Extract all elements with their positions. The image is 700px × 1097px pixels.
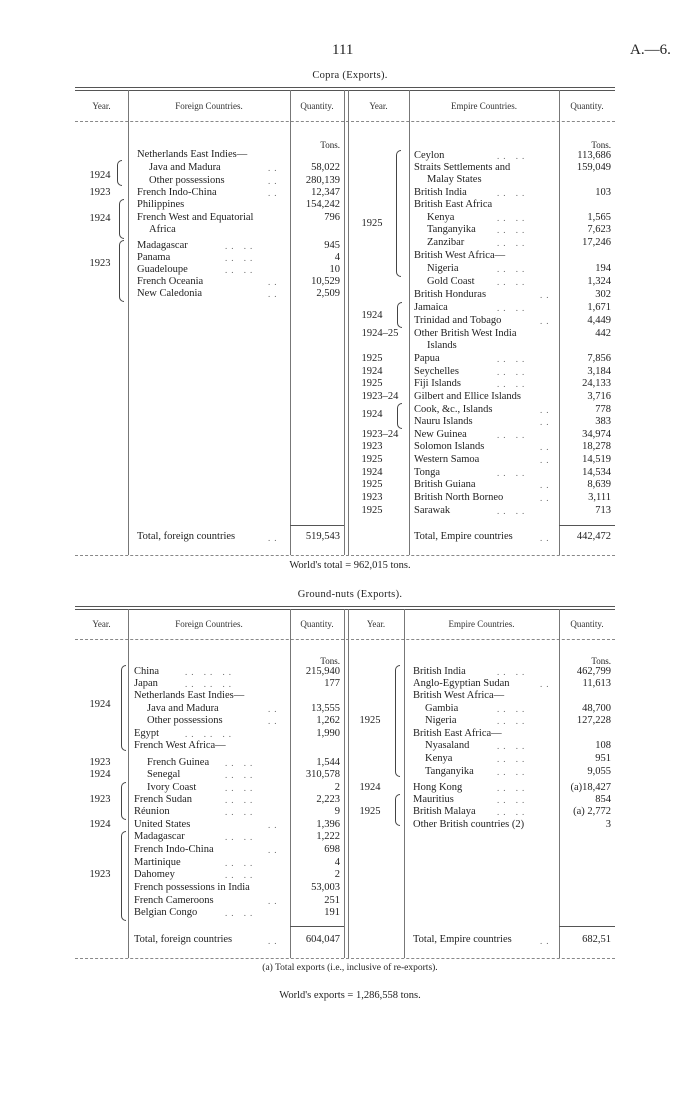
copra-foreign-qty: 796 — [324, 212, 340, 223]
copra-empire-row: Tonga — [414, 467, 441, 478]
copra-empire-row: Tanganyika — [427, 224, 476, 235]
groundnuts-foreign-row: Senegal — [147, 769, 181, 780]
copra-foreign-row: Africa — [149, 224, 176, 235]
groundnuts-foreign-row: Réunion — [134, 806, 170, 817]
groundnuts-empire-year: 1925 — [359, 806, 381, 817]
groundnuts-foreign-row: Netherlands East Indies— — [134, 690, 245, 701]
copra-col-quantity: Quantity. — [300, 101, 334, 111]
copra-empire-year: 1924 — [361, 467, 383, 478]
copra-empire-qty: 34,974 — [582, 429, 611, 440]
copra-empire-row: Fiji Islands — [414, 378, 461, 389]
copra-empire-qty: 7,856 — [587, 353, 611, 364]
copra-foreign-year: 1923 — [89, 187, 111, 198]
groundnuts-col-quantity-empire: Quantity. — [570, 619, 604, 629]
copra-empire-qty: 1,671 — [587, 302, 611, 313]
copra-col-year-empire: Year. — [369, 101, 388, 111]
copra-empire-row: Solomon Islands — [414, 441, 485, 452]
copra-empire-row: Trinidad and Tobago — [414, 315, 502, 326]
groundnuts-foreign-qty: 2 — [334, 782, 340, 793]
groundnuts-foreign-year: 1924 — [89, 699, 111, 710]
groundnuts-col-empire: Empire Countries. — [448, 619, 515, 629]
copra-empire-row: Cook, &c., Islands — [414, 404, 493, 415]
groundnuts-empire-qty: 951 — [595, 753, 611, 764]
groundnuts-empire-row: Anglo-Egyptian Sudan — [413, 678, 510, 689]
groundnuts-empire-row: Nigeria — [425, 715, 457, 726]
groundnuts-foreign-qty: 310,578 — [305, 769, 340, 780]
copra-foreign-qty: 10 — [329, 264, 340, 275]
copra-col-foreign: Foreign Countries. — [175, 101, 243, 111]
copra-empire-year: 1923 — [361, 441, 383, 452]
copra-empire-year: 1923–24 — [361, 391, 399, 402]
copra-empire-year: 1923–24 — [361, 429, 399, 440]
groundnuts-empire-row: British West Africa— — [413, 690, 505, 701]
groundnuts-foreign-year: 1924 — [89, 819, 111, 830]
groundnuts-empire-row: British India — [413, 666, 466, 677]
copra-empire-row: British Guiana — [414, 479, 476, 490]
copra-empire-year: 1925 — [361, 218, 383, 229]
groundnuts-unit-left: Tons. — [320, 656, 340, 666]
groundnuts-foreign-qty: 13,555 — [311, 703, 340, 714]
copra-empire-row: Other British West India — [414, 328, 517, 339]
groundnuts-total-foreign: 604,047 — [305, 934, 340, 945]
copra-empire-qty: 194 — [595, 263, 611, 274]
groundnuts-empire-qty: 127,228 — [576, 715, 611, 726]
copra-total-foreign-label: Total, foreign countries — [137, 531, 236, 542]
copra-foreign-year: 1923 — [89, 258, 111, 269]
copra-empire-row: Gold Coast — [427, 276, 475, 287]
copra-empire-qty: 24,133 — [582, 378, 611, 389]
copra-unit-right: Tons. — [591, 140, 611, 150]
groundnuts-empire-row: Mauritius — [413, 794, 454, 805]
groundnuts-empire-row: British Malaya — [413, 806, 476, 817]
groundnuts-foreign-qty: 698 — [324, 844, 340, 855]
groundnuts-empire-qty: 108 — [595, 740, 611, 751]
copra-empire-year: 1925 — [361, 378, 383, 389]
page-number: 111 — [332, 42, 354, 58]
copra-empire-qty: 17,246 — [582, 237, 611, 248]
copra-empire-row: Papua — [414, 353, 440, 364]
copra-foreign-qty: 4 — [334, 252, 340, 263]
copra-empire-year: 1924 — [361, 310, 383, 321]
copra-total-empire-label: Total, Empire countries — [414, 531, 513, 542]
groundnuts-foreign-row: French Guinea — [147, 757, 210, 768]
groundnuts-foreign-qty: 251 — [324, 895, 340, 906]
groundnuts-world-total: World's exports = 1,286,558 tons. — [279, 990, 421, 1001]
copra-empire-qty: 302 — [595, 289, 611, 300]
groundnuts-empire-row: Tanganyika — [425, 766, 474, 777]
groundnuts-foreign-row: Madagascar — [134, 831, 185, 842]
copra-empire-year: 1924 — [361, 366, 383, 377]
copra-empire-qty: 1,324 — [587, 276, 611, 287]
copra-world-total: World's total = 962,015 tons. — [289, 560, 411, 571]
groundnuts-title: Ground-nuts (Exports). — [297, 589, 403, 600]
copra-col-empire: Empire Countries. — [451, 101, 517, 111]
groundnuts-empire-qty: 11,613 — [582, 678, 611, 689]
groundnuts-foreign-qty: 191 — [324, 907, 340, 918]
copra-col-quantity-empire: Quantity. — [570, 101, 604, 111]
groundnuts-empire-qty: 48,700 — [582, 703, 611, 714]
groundnuts-foreign-qty: 9 — [334, 806, 340, 817]
copra-foreign-year: 1924 — [89, 170, 111, 181]
copra-foreign-qty: 58,022 — [311, 162, 340, 173]
copra-empire-qty: 103 — [595, 187, 611, 198]
groundnuts-empire-qty: 462,799 — [576, 666, 611, 677]
groundnuts-total-empire: 682,51 — [582, 934, 611, 945]
copra-foreign-row: Panama — [137, 252, 171, 263]
copra-empire-qty: 3,184 — [587, 366, 611, 377]
groundnuts-foreign-row: Martinique — [134, 857, 181, 868]
copra-foreign-qty: 154,242 — [305, 199, 340, 210]
copra-empire-row: Islands — [427, 340, 457, 351]
copra-foreign-row: Guadeloupe — [137, 264, 188, 275]
copra-empire-year: 1925 — [361, 505, 383, 516]
copra-foreign-row: French West and Equatorial — [137, 212, 254, 223]
groundnuts-foreign-row: French Cameroons — [134, 895, 214, 906]
groundnuts-foreign-qty: 2 — [334, 869, 340, 880]
groundnuts-foreign-row: Belgian Congo — [134, 907, 198, 918]
copra-empire-row: Western Samoa — [414, 454, 480, 465]
groundnuts-foreign-row: China — [134, 666, 160, 677]
copra-empire-qty: 778 — [595, 404, 611, 415]
copra-empire-year: 1924–25 — [361, 328, 399, 339]
copra-total-foreign: 519,543 — [305, 531, 340, 542]
copra-empire-year: 1925 — [361, 479, 383, 490]
copra-foreign-row: Other possessions — [149, 175, 225, 186]
copra-empire-row: British India — [414, 187, 467, 198]
groundnuts-empire-row: Hong Kong — [413, 782, 463, 793]
groundnuts-foreign-row: Ivory Coast — [147, 782, 197, 793]
copra-empire-qty: 3,716 — [587, 391, 611, 402]
copra-empire-qty: 159,049 — [576, 162, 611, 173]
groundnuts-foreign-qty: 1,990 — [316, 728, 340, 739]
groundnuts-foreign-row: French Indo-China — [134, 844, 214, 855]
groundnuts-foreign-row: Other possessions — [147, 715, 223, 726]
copra-foreign-row: Netherlands East Indies— — [137, 149, 248, 160]
copra-empire-row: Kenya — [427, 212, 455, 223]
copra-empire-row: British West Africa— — [414, 250, 506, 261]
groundnuts-col-foreign: Foreign Countries. — [175, 619, 243, 629]
copra-empire-qty: 14,534 — [582, 467, 611, 478]
copra-foreign-row: French Indo-China — [137, 187, 217, 198]
copra-empire-row: Straits Settlements and — [414, 162, 511, 173]
copra-total-empire: 442,472 — [576, 531, 611, 542]
copra-title: Copra (Exports). — [312, 70, 388, 81]
copra-empire-row: New Guinea — [414, 429, 467, 440]
groundnuts-empire-qty: 9,055 — [587, 766, 611, 777]
copra-empire-row: Nauru Islands — [414, 416, 473, 427]
groundnuts-foreign-year: 1924 — [89, 769, 111, 780]
groundnuts-foreign-row: Java and Madura — [147, 703, 219, 714]
groundnuts-foreign-qty: 1,396 — [316, 819, 340, 830]
groundnuts-empire-row: British East Africa— — [413, 728, 502, 739]
copra-empire-qty: 7,623 — [587, 224, 611, 235]
copra-foreign-year: 1924 — [89, 213, 111, 224]
copra-empire-year: 1923 — [361, 492, 383, 503]
groundnuts-empire-qty: 854 — [595, 794, 611, 805]
copra-empire-qty: 383 — [595, 416, 611, 427]
groundnuts-foreign-qty: 1,262 — [316, 715, 340, 726]
groundnuts-foreign-row: French Sudan — [134, 794, 193, 805]
copra-empire-row: Sarawak — [414, 505, 451, 516]
copra-empire-qty: 713 — [595, 505, 611, 516]
copra-unit-left: Tons. — [320, 140, 340, 150]
groundnuts-empire-row: Nyasaland — [425, 740, 470, 751]
groundnuts-empire-row: Kenya — [425, 753, 453, 764]
groundnuts-total-empire-label: Total, Empire countries — [413, 934, 512, 945]
groundnuts-foreign-qty: 177 — [324, 678, 340, 689]
copra-empire-qty: 8,639 — [587, 479, 611, 490]
groundnuts-unit-right: Tons. — [591, 656, 611, 666]
groundnuts-empire-qty: (a) 2,772 — [573, 806, 611, 817]
groundnuts-foreign-qty: 1,544 — [316, 757, 340, 768]
copra-empire-qty: 1,565 — [587, 212, 611, 223]
groundnuts-empire-year: 1924 — [359, 782, 381, 793]
groundnuts-foreign-row: United States — [134, 819, 191, 830]
groundnuts-empire-row: Other British countries (2) — [413, 819, 525, 830]
groundnuts-foreign-row: Egypt — [134, 728, 160, 739]
groundnuts-empire-qty: 3 — [605, 819, 611, 830]
copra-foreign-row: French Oceania — [137, 276, 204, 287]
copra-empire-row: Ceylon — [414, 150, 445, 161]
groundnuts-empire-year: 1925 — [359, 715, 381, 726]
copra-empire-row: Zanzibar — [427, 237, 465, 248]
copra-empire-qty: 3,111 — [588, 492, 611, 503]
copra-empire-qty: 113,686 — [577, 150, 611, 161]
copra-empire-row: Malay States — [427, 174, 482, 185]
copra-empire-year: 1925 — [361, 454, 383, 465]
groundnuts-foreign-row: French possessions in India — [134, 882, 250, 893]
copra-empire-row: Jamaica — [414, 302, 448, 313]
copra-foreign-row: Philippines — [137, 199, 185, 210]
groundnuts-col-year-empire: Year. — [366, 619, 386, 629]
copra-foreign-row: Madagascar — [137, 240, 188, 251]
page-reference: A.—6. — [630, 42, 671, 58]
copra-foreign-qty: 280,139 — [305, 175, 340, 186]
copra-foreign-qty: 945 — [324, 240, 340, 251]
groundnuts-total-foreign-label: Total, foreign countries — [134, 934, 233, 945]
groundnuts-footnote: (a) Total exports (i.e., inclusive of re-exports). — [262, 963, 438, 973]
groundnuts-foreign-qty: 2,223 — [316, 794, 340, 805]
groundnuts-foreign-row: Dahomey — [134, 869, 175, 880]
groundnuts-foreign-year: 1923 — [89, 869, 111, 880]
copra-empire-qty: 442 — [595, 328, 611, 339]
copra-empire-qty: 4,449 — [587, 315, 611, 326]
groundnuts-col-year: Year. — [92, 619, 111, 629]
copra-foreign-qty: 10,529 — [311, 276, 340, 287]
groundnuts-foreign-qty: 53,003 — [311, 882, 340, 893]
copra-empire-row: British Honduras — [414, 289, 487, 300]
copra-empire-row: British North Borneo — [414, 492, 504, 503]
copra-empire-qty: 18,278 — [582, 441, 611, 452]
groundnuts-foreign-year: 1923 — [89, 757, 111, 768]
copra-col-year: Year. — [92, 101, 111, 111]
copra-empire-year: 1924 — [361, 409, 383, 420]
copra-empire-row: Nigeria — [427, 263, 459, 274]
groundnuts-foreign-qty: 1,222 — [316, 831, 340, 842]
copra-empire-row: Gilbert and Ellice Islands — [414, 391, 522, 402]
groundnuts-col-quantity: Quantity. — [300, 619, 334, 629]
copra-empire-row: Seychelles — [414, 366, 459, 377]
copra-foreign-row: Java and Madura — [149, 162, 221, 173]
groundnuts-foreign-qty: 4 — [334, 857, 340, 868]
groundnuts-foreign-row: French West Africa— — [134, 740, 226, 751]
copra-foreign-qty: 2,509 — [316, 288, 340, 299]
groundnuts-foreign-row: Japan — [134, 678, 158, 689]
copra-foreign-qty: 12,347 — [311, 187, 340, 198]
copra-empire-row: British East Africa — [414, 199, 493, 210]
groundnuts-empire-qty: (a)18,427 — [570, 782, 611, 793]
copra-empire-year: 1925 — [361, 353, 383, 364]
copra-foreign-row: New Caledonia — [137, 288, 203, 299]
groundnuts-foreign-year: 1923 — [89, 794, 111, 805]
copra-empire-qty: 14,519 — [582, 454, 611, 465]
groundnuts-empire-row: Gambia — [425, 703, 459, 714]
groundnuts-foreign-qty: 215,940 — [305, 666, 340, 677]
